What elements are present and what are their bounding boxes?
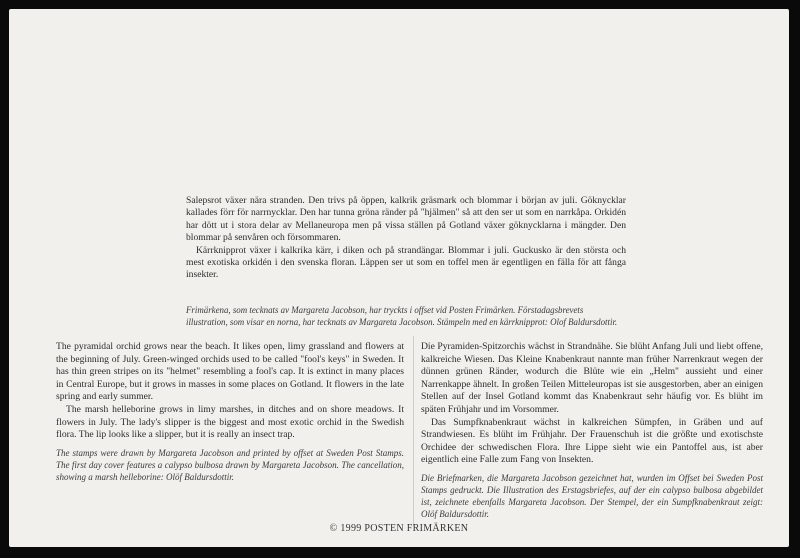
copyright-footer: © 1999 POSTEN FRIMÄRKEN <box>329 523 469 534</box>
german-paragraph-1: Die Pyramiden-Spitzorchis wächst in Strandnähe. Sie blüht Anfang Juli und liebt offene, kalkreiche Wiesen. Das Kleine Knabenkraut nannte man früher Narrenkraut wegen der dünnen grünen Ränder, wodurch die Blüte wie ein „Helm" aussieht und einer Narrenkappe ähnelt. In großen Teilen Mitteleuropas ist sie ausgestorben, aber an einigen Stellen auf der Insel Gotland kommt das Knabenkraut sehr häufig vor. Es blüht im späten Frühjahr und im Vorsommer. <box>421 341 763 415</box>
swedish-paragraph-2: Kärrknipprot växer i kalkrika kärr, i diken och på strandängar. Blommar i juli. Guckusko är den största och mest exotiska orkidén i den svenska floran. Läppen ser ut som en toffel men är egentligen en fälla för att fånga insekter. <box>186 244 626 281</box>
info-card <box>9 9 789 547</box>
english-text <box>56 341 404 483</box>
column-divider <box>413 336 414 526</box>
english-credit: The stamps were drawn by Margareta Jacobson and printed by offset at Sweden Post Stamps. The first day cover features a calypso bulbosa drawn by Margareta Jacobson. The cancellation, showing a marsh helleborine: Olöf Baldursdottir. <box>56 447 404 482</box>
swedish-paragraph-1: Salepsrot växer nära stranden. Den trivs på öppen, kalkrik gräsmark och blommar i början av juli. Göknycklar kallades förr för narrnycklar. Den har tunna gröna ränder på "hjälmen" så att den ser ut som en narrkåpa. Orkidén har dött ut i stora delar av Mellaneuropa men på vissa ställen på Gotland växer göknycklarna i mängder. Den blommar på senvåren och försommaren. <box>186 195 626 244</box>
english-paragraph-1: The pyramidal orchid grows near the beach. It likes open, limy grassland and flowers at the beginning of July. Green-winged orchids used to be called "fool's keys" in Sweden. It has thin green stripes on its "helmet" resembling a fool's cap. It is extinct in many places in Central Europe, but it grows in masses in some places on Gotland. It flowers in the late spring and early summer. <box>56 341 404 403</box>
swedish-credit: Frimärkena, som tecknats av Margareta Jacobson, har tryckts i offset vid Posten Frimärken. Förstadagsbrevets illustration, som visar en norna, har tecknats av Margareta Jacobson. Stämpeln med en kärrknipprot: Olof Baldursdottir. <box>186 305 618 327</box>
card-content <box>9 9 789 547</box>
german-paragraph-2: Das Sumpfknabenkraut wächst in kalkreichen Sümpfen, in Gräben und auf Strandwiesen. Es blüht im Frühjahr. Der Frauenschuh ist die größte und exotischste Orchidee der schwedischen Flora. Ihre Lippe sieht wie ein Pantoffel aus, ist aber eigentlich eine Falle zum Fang von Insekten. <box>421 416 763 466</box>
swedish-text <box>186 195 626 282</box>
german-credit: Die Briefmarken, die Margareta Jacobson gezeichnet hat, wurden im Offset bei Sweden Post Stamps gedruckt. Die Illustration des Erstagsbriefes, auf der ein calypso bulbosa abgebildet ist, zeichnete ebenfalls Margareta Jacobson. Der Stempel, der ein Sumpfknabenkraut zeigt: Olöf Baldursdottir. <box>421 472 763 519</box>
german-text <box>421 341 763 520</box>
english-paragraph-2: The marsh helleborine grows in limy marshes, in ditches and on shore meadows. It flowers in July. The lady's slipper is the biggest and most exotic orchid in the Swedish flora. The lip looks like a slipper, but it is really an insect trap. <box>56 403 404 441</box>
